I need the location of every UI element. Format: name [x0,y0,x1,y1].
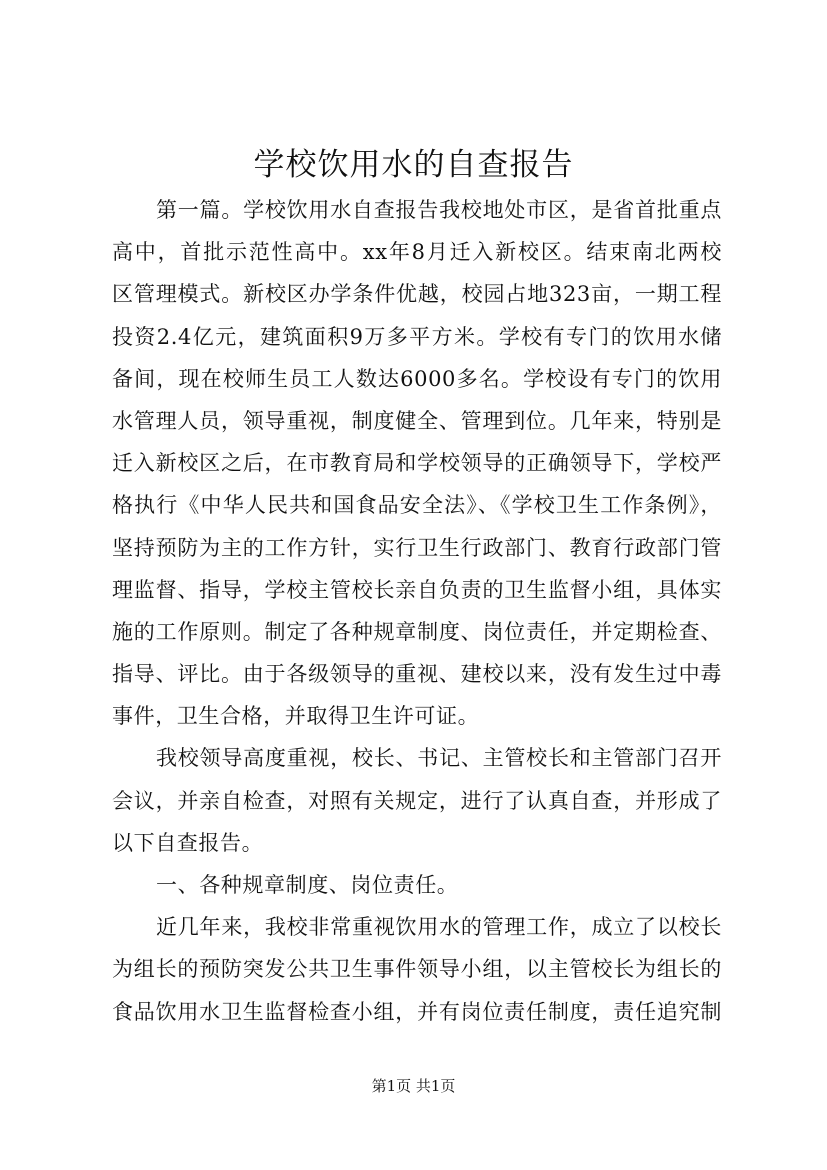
page-footer: 第1页 共1页 [371,1077,456,1095]
paragraph-line: 第一篇。学校饮用水自查报告我校地处市区，是省首批重点 [156,198,722,222]
paragraph-line: 施的工作原则。制定了各种规章制度、岗位责任，并定期检查、 [112,619,722,644]
document-title: 学校饮用水的自查报告 [253,147,574,183]
paragraph-line: 区管理模式。新校区办学条件优越，校园占地323亩，一期工程 [112,282,722,307]
paragraph-line: 我校领导高度重视，校长、书记、主管校长和主管部门召开 [156,746,722,771]
paragraph-line: 会议，并亲自检查，对照有关规定，进行了认真自查，并形成了 [112,788,722,813]
paragraph-line: 近几年来，我校非常重视饮用水的管理工作，成立了以校长 [156,915,722,940]
paragraph-line: 高中，首批示范性高中。xx年8月迁入新校区。结束南北两校 [112,240,722,265]
paragraph-line: 为组长的预防突发公共卫生事件领导小组，以主管校长为组长的 [112,957,722,982]
paragraph-line: 食品饮用水卫生监督检查小组，并有岗位责任制度，责任追究制 [112,999,722,1024]
section-heading: 一、各种规章制度、岗位责任。 [156,873,459,897]
paragraph-line: 迁入新校区之后，在市教育局和学校领导的正确领导下，学校严 [112,451,722,476]
paragraph-line: 投资2.4亿元，建筑面积9万多平方米。学校有专门的饮用水储 [112,324,722,349]
paragraph-line: 指导、评比。由于各级领导的重视、建校以来，没有发生过中毒 [112,662,722,687]
document-body [112,189,722,1033]
paragraph-line: 以下自查报告。 [112,830,264,855]
paragraph-line: 坚持预防为主的工作方针，实行卫生行政部门、教育行政部门管 [112,535,722,560]
paragraph-line: 理监督、指导，学校主管校长亲自负责的卫生监督小组，具体实 [112,577,722,602]
paragraph-line: 水管理人员，领导重视，制度健全、管理到位。几年来，特别是 [112,408,722,433]
paragraph-line: 格执行《中华人民共和国食品安全法》、《学校卫生工作条例》， [112,493,722,518]
paragraph-line: 事件，卫生合格，并取得卫生许可证。 [112,704,480,729]
paragraph-line: 备间，现在校师生员工人数达6000多名。学校设有专门的饮用 [112,366,722,391]
